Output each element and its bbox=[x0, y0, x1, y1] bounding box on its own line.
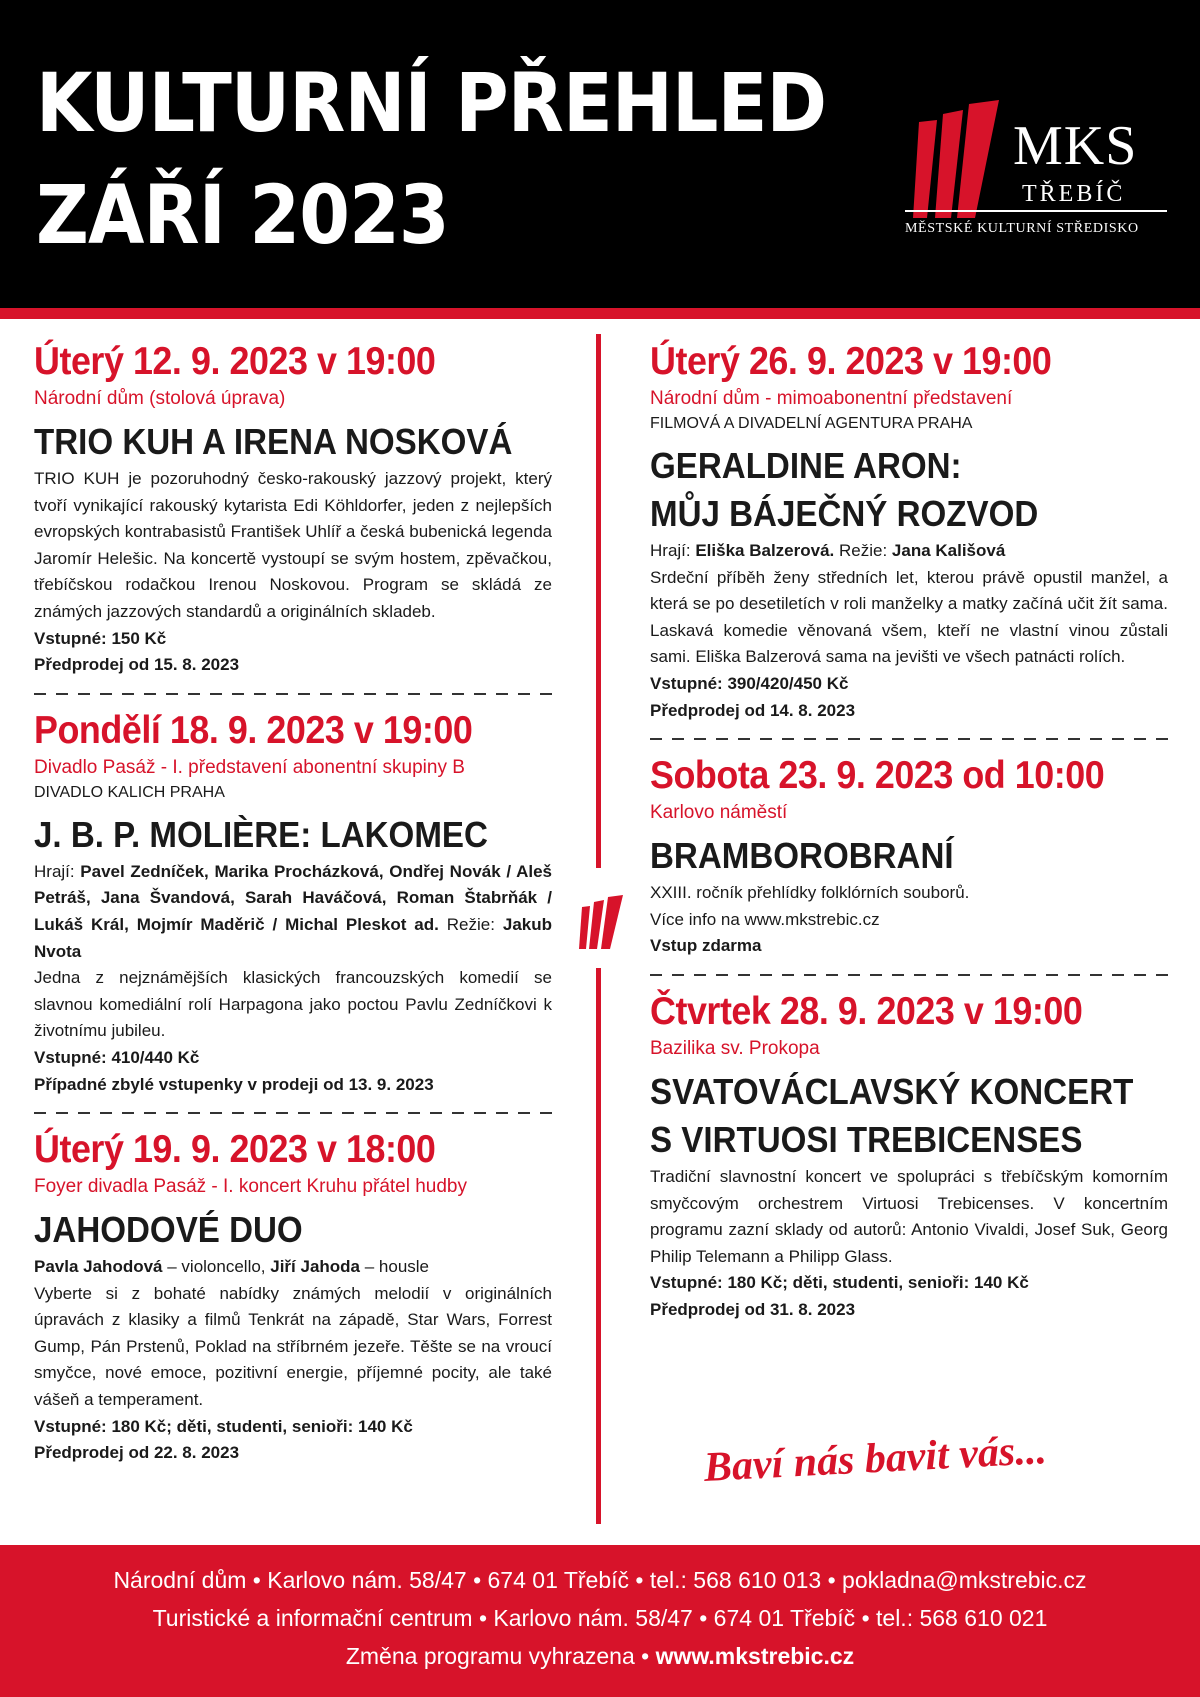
event-date: Sobota 23. 9. 2023 od 10:00 bbox=[650, 754, 1105, 798]
event-muj-bajecny-rozvod bbox=[650, 338, 1168, 724]
cast-label: Hrají: bbox=[650, 541, 696, 560]
cast-names: Pavel Zedníček, Marika Procházková, Ondřej Novák / Aleš Petráš, Jana Švandová, Sarah Haváčová, Roman Štabrňák / Lukáš Král, Mojmír Maděrič / Michal Pleskot ad. bbox=[34, 861, 553, 934]
event-title-line-1: SVATOVÁCLAVSKÝ KONCERT bbox=[650, 1070, 1134, 1112]
dashed-separator bbox=[34, 693, 552, 695]
event-performers bbox=[34, 1254, 552, 1281]
event-line: XXIII. ročník přehlídky folklórních souborů. bbox=[650, 883, 970, 903]
header bbox=[0, 0, 1200, 308]
page-title bbox=[36, 48, 826, 272]
event-venue: Karlovo náměstí bbox=[650, 802, 788, 824]
event-presale: Předprodej od 22. 8. 2023 bbox=[34, 1443, 240, 1463]
event-presale: Případné zbylé vstupenky v prodeji od 13. 9. 2023 bbox=[34, 1074, 434, 1094]
event-title bbox=[650, 1068, 1134, 1164]
director-label: Režie: bbox=[834, 541, 892, 560]
logo-town-text: TŘEBÍČ bbox=[1022, 181, 1126, 207]
event-description: Jedna z nejznámějších klasických francouzských komedií se slavnou komediální rolí Harpagona jako poctou Pavlu Zedníčkovi k životnímu jubileu. bbox=[34, 968, 552, 1041]
director-name: Jakub Nvota bbox=[34, 914, 552, 961]
column-divider-top bbox=[596, 334, 601, 868]
event-entry: Vstupné: 180 Kč; děti, studenti, senioři: 140 Kč bbox=[34, 1416, 413, 1436]
event-date: Čtvrtek 28. 9. 2023 v 19:00 bbox=[650, 989, 1083, 1033]
title-line-1: KULTURNÍ PŘEHLED bbox=[36, 57, 827, 151]
event-title-line-2: MŮJ BÁJEČNÝ ROZVOD bbox=[650, 493, 1039, 534]
dashed-separator bbox=[34, 1112, 552, 1114]
event-jahodove-duo bbox=[34, 1126, 552, 1467]
event-description: TRIO KUH je pozoruhodný česko-rakouský jazzový projekt, který tvoří vynikající rakouský kytarista Edi Köhldorfer, jeden z nejlepších evropských kontrabasistů František Uhlíř a česká bubenická legenda Jaromír Helešic. Na koncertě vystoupí se svým hostem, zpěvačkou, třebíčskou rodačkou Irenou Noskovou. Program se skládá ze známých jazzových standardů a originálních skladeb. bbox=[34, 469, 552, 621]
dashed-separator bbox=[650, 738, 1168, 740]
director-name: Jana Kališová bbox=[891, 541, 1006, 560]
left-column bbox=[34, 338, 552, 1467]
event-title: J. B. P. MOLIÈRE: LAKOMEC bbox=[34, 813, 488, 855]
event-description: Vyberte si z bohaté nabídky známých melodií v originálních úpravách z klasiky a filmů Tenkrát na západě, Star Wars, Forrest Gump, Pán Prstenů, Poklad na stříbrném jezeře. Těšte se na vroucí smyčce, nové emoce, pozitivní energie, příjemné pocity, ale také vášeň a temperament. bbox=[34, 1283, 552, 1410]
event-entry: Vstupné: 150 Kč bbox=[34, 628, 167, 648]
event-venue: Divadlo Pasáž - I. představení abonentní skupiny B bbox=[34, 756, 465, 778]
event-cast bbox=[650, 538, 1168, 565]
event-title: BRAMBOROBRANÍ bbox=[650, 835, 954, 877]
event-title-line-1: GERALDINE ARON: bbox=[650, 445, 962, 486]
title-line-2: ZÁŘÍ 2023 bbox=[36, 169, 449, 263]
event-title: JAHODOVÉ DUO bbox=[34, 1209, 303, 1251]
event-title: TRIO KUH A IRENA NOSKOVÁ bbox=[34, 421, 513, 462]
cast-names: Eliška Balzerová. bbox=[695, 541, 835, 560]
event-entry: Vstup zdarma bbox=[650, 936, 762, 956]
event-lakomec bbox=[34, 707, 552, 1098]
event-presale: Předprodej od 31. 8. 2023 bbox=[650, 1299, 856, 1319]
performer-1: Pavla Jahodová bbox=[34, 1257, 163, 1277]
logo-mks-text: MKS bbox=[1013, 115, 1138, 177]
event-date: Pondělí 18. 9. 2023 v 19:00 bbox=[34, 708, 473, 752]
event-description: Srdeční příběh ženy středních let, kterou právě opustil manžel, a která se po desetiletích v roli manželky a matky začíná učit žít sama. Laskavá komedie věnovaná všem, kteří ne vlastní vinou zůstali sami. Eliška Balzerová sama na jevišti ve všech patnácti rolích. bbox=[650, 567, 1168, 667]
slogan: Baví nás bavit vás... bbox=[702, 1427, 1048, 1491]
logo-bars-icon bbox=[578, 895, 624, 951]
event-entry: Vstupné: 390/420/450 Kč bbox=[650, 673, 849, 693]
footer-line-1: Národní dům • Karlovo nám. 58/47 • 674 01 Třebíč • tel.: 568 610 013 • pokladna@mkstrebic.cz bbox=[113, 1567, 1087, 1593]
event-date: Úterý 26. 9. 2023 v 19:00 bbox=[650, 340, 1052, 383]
footer-line-3 bbox=[0, 1637, 1200, 1675]
header-stripe bbox=[0, 308, 1200, 319]
event-trio-kuh bbox=[34, 338, 552, 679]
logo-bars-icon bbox=[913, 100, 1003, 220]
column-divider-bottom bbox=[596, 968, 601, 1524]
event-date: Úterý 19. 9. 2023 v 18:00 bbox=[34, 1128, 436, 1172]
event-bramborobrani bbox=[650, 752, 1168, 960]
event-date: Úterý 12. 9. 2023 v 19:00 bbox=[34, 340, 436, 383]
event-svatovaclavsky-koncert bbox=[650, 988, 1168, 1324]
event-presale: Předprodej od 14. 8. 2023 bbox=[650, 700, 856, 720]
dashed-separator bbox=[650, 974, 1168, 976]
footer-note: Změna programu vyhrazena • bbox=[345, 1643, 656, 1669]
event-venue: Foyer divadla Pasáž - I. koncert Kruhu přátel hudby bbox=[34, 1176, 468, 1198]
event-description: Tradiční slavnostní koncert ve spolupráci s třebíčským komorním smyčcovým orchestrem Virtuosi Trebicenses. V koncertním programu zazní sklady od autorů: Antonio Vivaldi, Josef Suk, Georg Philip Telemann a Philipp Glass. bbox=[650, 1166, 1168, 1266]
logo-subtitle: MĚSTSKÉ KULTURNÍ STŘEDISKO bbox=[905, 221, 1139, 236]
event-info-link: Více info na www.mkstrebic.cz bbox=[650, 909, 880, 929]
event-venue: Bazilika sv. Prokopa bbox=[650, 1037, 820, 1059]
performer-1-role: – violoncello, bbox=[162, 1257, 271, 1277]
logo-rule bbox=[905, 210, 1167, 212]
performer-2-role: – housle bbox=[360, 1257, 430, 1277]
cast-label: Hrají: bbox=[34, 861, 81, 881]
event-venue: Národní dům - mimoabonentní představení bbox=[650, 388, 1013, 409]
footer bbox=[0, 1545, 1200, 1697]
event-agency: DIVADLO KALICH PRAHA bbox=[34, 783, 225, 801]
event-agency: FILMOVÁ A DIVADELNÍ AGENTURA PRAHA bbox=[650, 415, 973, 432]
performer-2: Jiří Jahoda bbox=[270, 1257, 361, 1277]
event-cast bbox=[34, 859, 552, 965]
event-title-line-2: S VIRTUOSI TREBICENSES bbox=[650, 1118, 1083, 1160]
event-presale: Předprodej od 15. 8. 2023 bbox=[34, 655, 240, 675]
event-entry: Vstupné: 410/440 Kč bbox=[34, 1047, 200, 1067]
footer-line-2: Turistické a informační centrum • Karlovo nám. 58/47 • 674 01 Třebíč • tel.: 568 610 021 bbox=[152, 1605, 1048, 1631]
director-label: Režie: bbox=[438, 914, 503, 934]
footer-website-link[interactable]: www.mkstrebic.cz bbox=[655, 1643, 855, 1669]
right-column bbox=[650, 338, 1168, 1324]
event-entry: Vstupné: 180 Kč; děti, studenti, senioři: 140 Kč bbox=[650, 1273, 1029, 1293]
event-title bbox=[650, 442, 1127, 538]
mks-logo bbox=[905, 100, 1175, 250]
event-venue: Národní dům (stolová úprava) bbox=[34, 388, 286, 409]
